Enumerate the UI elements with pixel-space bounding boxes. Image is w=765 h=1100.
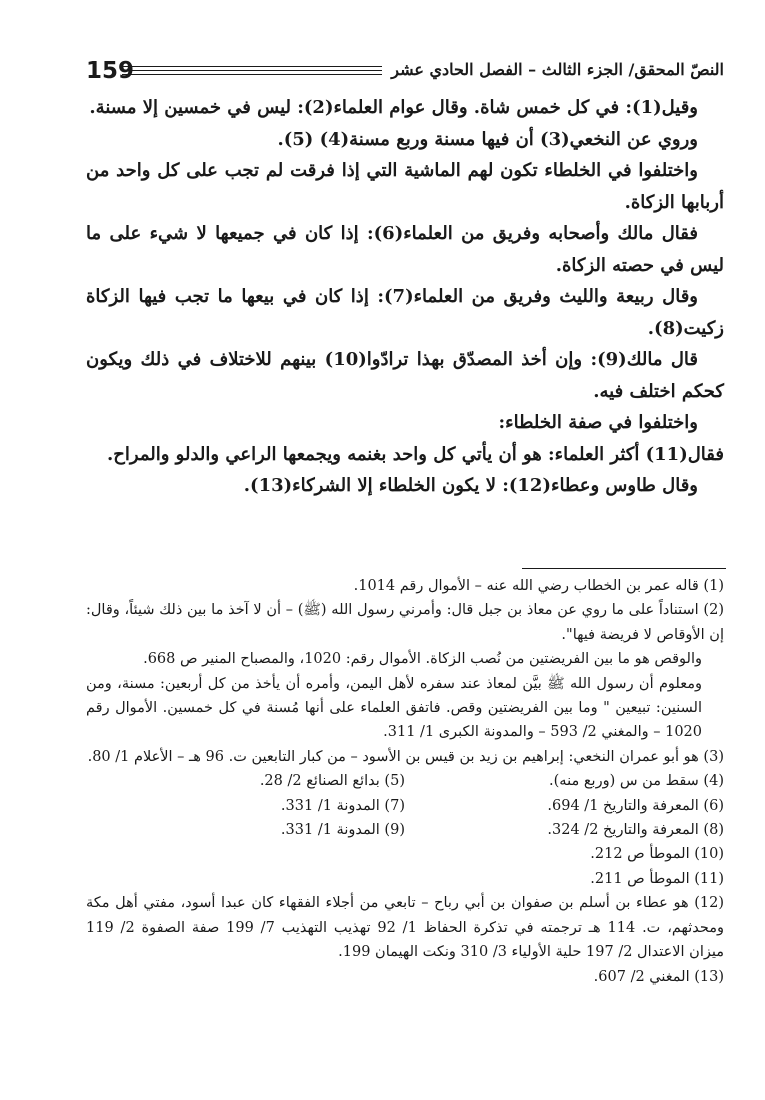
footnotes bbox=[86, 574, 724, 989]
footnote: (12) هو عطاء بن أسلم بن صفوان بن أبي رباح – تابعي من أجلاء الفقهاء كان عبدا أسود، مفتي أهل مكة ومحدثهم، ت. 114 هـ ترجمته في تذكرة الحفاظ 1/ 92 تهذيب التهذيب 7/ 199 صفة الصفوة 2/ 119 ميزان الاعتدال 2/ 197 حلية الأولياء 3/ 310 ونكت الهيمان 199. bbox=[86, 895, 724, 961]
paragraph: قال مالك(9): وإن أخذ المصدّق بهذا ترادّوا(10) بينهم للاختلاف في ذلك ويكون كحكم اختلف فيه. bbox=[86, 349, 724, 402]
footnote: (3) هو أبو عمران النخعي: إبراهيم بن زيد بن قيس بن الأسود – من كبار التابعين ت. 96 هـ – الأعلام 1/ 80. bbox=[87, 748, 724, 765]
header-rule bbox=[122, 74, 382, 75]
paragraph: وقال ربيعة والليث وفريق من العلماء(7): إذا كان في بيعها ما تجب فيها الزكاة زكيت(8). bbox=[86, 286, 724, 339]
footnote-continuation: ومعلوم أن رسول الله ﷺ بيَّن لمعاذ عند سفره لأهل اليمن، وأمره أن يأخذ من كل أربعين: مسنة، ومن السنين: تبيعين " وما بين الفريضتين وقص. فاتفق العلماء على أنها مُسنة في كل خمسين. الأموال رقم 1020 – والمغني 2/ 593 – والمدونة الكبرى 1/ 311. bbox=[86, 675, 702, 741]
paragraph: وقال طاوس وعطاء(12): لا يكون الخلطاء إلا الشركاء(13). bbox=[243, 475, 698, 496]
footnote: (8) المعرفة والتاريخ 2/ 324. bbox=[547, 822, 724, 839]
paragraph: فقال مالك وأصحابه وفريق من العلماء(6): إذا كان في جميعها لا شيء على ما ليس في حصته الزكاة. bbox=[86, 223, 724, 276]
footnote: (2) استناداً على ما روي عن معاذ بن جبل قال: وأمرني رسول الله (ﷺ) – أن لا آخذ ما بين ذلك شيئاً، وقال: إن الأوقاص لا فريضة فيها". bbox=[86, 602, 724, 643]
footnote: (6) المعرفة والتاريخ 1/ 694. bbox=[547, 797, 724, 814]
footnote-continuation: والوقص هو ما بين الفريضتين من نُصب الزكاة. الأموال رقم: 1020، والمصباح المنير ص 668. bbox=[143, 651, 702, 668]
running-header bbox=[86, 56, 724, 88]
footnote-separator bbox=[522, 568, 726, 569]
paragraph: واختلفوا في صفة الخلطاء: bbox=[498, 412, 698, 433]
main-text bbox=[86, 92, 724, 502]
paragraph: وروي عن النخعي(3) أن فيها مسنة وربع مسنة(4) (5). bbox=[277, 128, 698, 150]
footnote: (5) بدائع الصنائع 2/ 28. bbox=[259, 773, 405, 790]
header-title: النصّ المحقق/ الجزء الثالث – الفصل الحادي عشر bbox=[391, 60, 724, 79]
footnote: (10) الموطأ ص 212. bbox=[590, 846, 724, 863]
footnote: (7) المدونة 1/ 331. bbox=[280, 797, 405, 814]
page-number: 159 bbox=[86, 58, 135, 84]
footnote: (9) المدونة 1/ 331. bbox=[280, 822, 405, 839]
footnote-row bbox=[86, 818, 724, 842]
paragraph: واختلفوا في الخلطاء تكون لهم الماشية التي إذا فرقت لم تجب على كل واحد من أربابها الزكاة. bbox=[86, 160, 724, 213]
footnote: (1) قاله عمر بن الخطاب رضي الله عنه – الأموال رقم 1014. bbox=[353, 578, 724, 594]
paragraph: وقيل(1): في كل خمس شاة. وقال عوام العلماء(2): ليس في خمسين إلا مسنة. bbox=[89, 97, 698, 118]
footnote: (11) الموطأ ص 211. bbox=[590, 870, 724, 887]
paragraph: فقال(11) أكثر العلماء: هو أن يأتي كل واحد بغنمه ويجمعها الراعي والدلو والمراح. bbox=[107, 443, 724, 465]
header-rule bbox=[122, 66, 382, 67]
footnote-row bbox=[86, 794, 724, 818]
footnote: (13) المغني 2/ 607. bbox=[593, 968, 724, 985]
header-rule bbox=[122, 70, 382, 71]
footnote-row bbox=[86, 769, 724, 793]
footnote: (4) سقط من س (وربع منه). bbox=[549, 773, 724, 790]
